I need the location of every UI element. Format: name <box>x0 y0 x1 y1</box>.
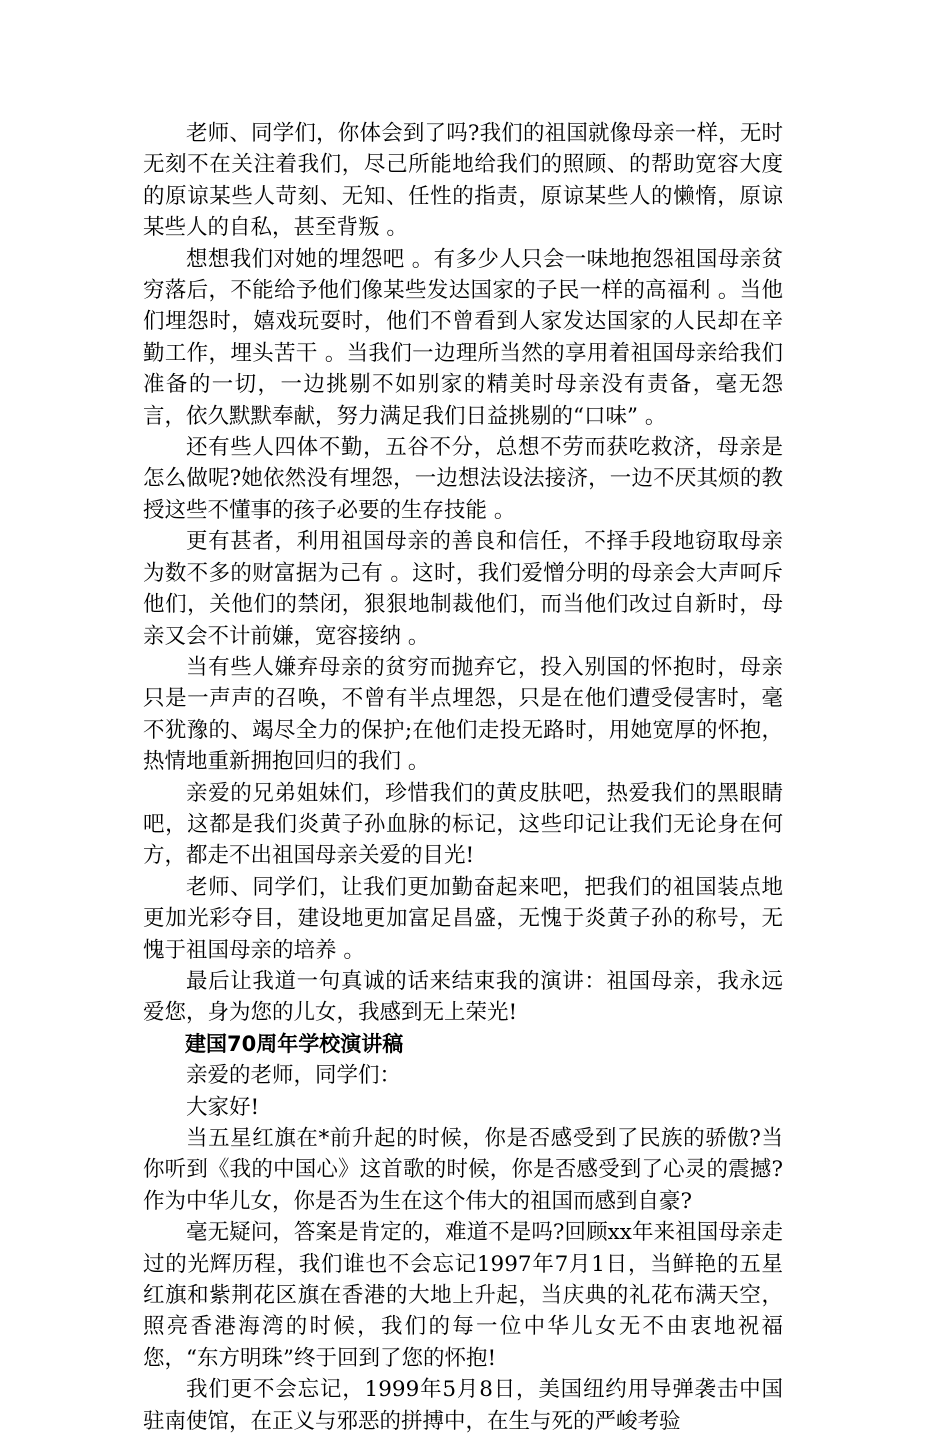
paragraph: 当五星红旗在*前升起的时候，你是否感受到了民族的骄傲?当你听到《我的中国心》这首歌的时候，你是否感受到了心灵的震撼?作为中华儿女，你是否为生在这个伟大的祖国而感到自豪? <box>143 1126 783 1214</box>
paragraph: 更有甚者，利用祖国母亲的善良和信任，不择手段地窃取母亲为数不多的财富据为己有 。这时，我们爱憎分明的母亲会大声呵斥他们，关他们的禁闭，狠狠地制裁他们，而当他们改过自新时，母亲又会不计前嫌，宽容接纳 。 <box>143 529 783 649</box>
paragraph: 最后让我道一句真诚的话来结束我的演讲：祖国母亲，我永远爱您，身为您的儿女，我感到无上荣光! <box>143 968 783 1026</box>
paragraph: 毫无疑问，答案是肯定的，难道不是吗?回顾xx年来祖国母亲走过的光辉历程，我们谁也不会忘记1997年7月1日，当鲜艳的五星红旗和紫荆花区旗在香港的大地上升起，当庆典的礼花布满天空，照亮香港海湾的时候，我们的每一位中华儿女无不由衷地祝福您，“东方明珠”终于回到了您的怀抱! <box>143 1220 783 1371</box>
paragraph: 老师、同学们，让我们更加勤奋起来吧，把我们的祖国装点地更加光彩夺目，建设地更加富足昌盛，无愧于炎黄子孙的称号，无愧于祖国母亲的培养 。 <box>143 874 783 963</box>
paragraph: 亲爱的兄弟姐妹们，珍惜我们的黄皮肤吧，热爱我们的黑眼睛吧，这都是我们炎黄子孙血脉的标记，这些印记让我们无论身在何方，都走不出祖国母亲关爱的目光! <box>143 780 783 869</box>
document-page <box>143 118 783 1437</box>
greeting: 大家好! <box>186 1094 260 1120</box>
section-heading: 建国70周年学校演讲稿 <box>185 1031 404 1056</box>
paragraph: 想想我们对她的埋怨吧 。有多少人只会一味地抱怨祖国母亲贫穷落后，不能给予他们像某些发达国家的子民一样的高福利 。当他们埋怨时，嬉戏玩耍时，他们不曾看到人家发达国家的人民却在辛勤工作，埋头苦干 。当我们一边理所当然的享用着祖国母亲给我们准备的一切，一边挑剔不如别家的精美时母亲没有责备，毫无怨言，依久默默奉献，努力满足我们日益挑剔的“口味” 。 <box>143 246 783 429</box>
paragraph: 我们更不会忘记，1999年5月8日，美国纽约用导弹袭击中国驻南使馆，在正义与邪恶的拼搏中，在生与死的严峻考验 <box>143 1377 783 1434</box>
paragraph: 还有些人四体不勤，五谷不分，总想不劳而获吃救济，母亲是怎么做呢?她依然没有埋怨，一边想法设法接济，一边不厌其烦的教授这些不懂事的孩子必要的生存技能 。 <box>143 435 783 523</box>
paragraph: 当有些人嫌弃母亲的贫穷而抛弃它，投入别国的怀抱时，母亲只是一声声的召唤，不曾有半点埋怨，只是在他们遭受侵害时，毫不犹豫的、竭尽全力的保护;在他们走投无路时，用她宽厚的怀抱，热情地重新拥抱回归的我们 。 <box>143 654 783 775</box>
paragraph: 老师、同学们，你体会到了吗?我们的祖国就像母亲一样，无时无刻不在关注着我们，尽己所能地给我们的照顾、的帮助宽容大度的原谅某些人苛刻、无知、任性的指责，原谅某些人的懒惰，原谅某些人的自私，甚至背叛 。 <box>143 121 783 241</box>
salutation: 亲爱的老师，同学们： <box>186 1063 402 1089</box>
